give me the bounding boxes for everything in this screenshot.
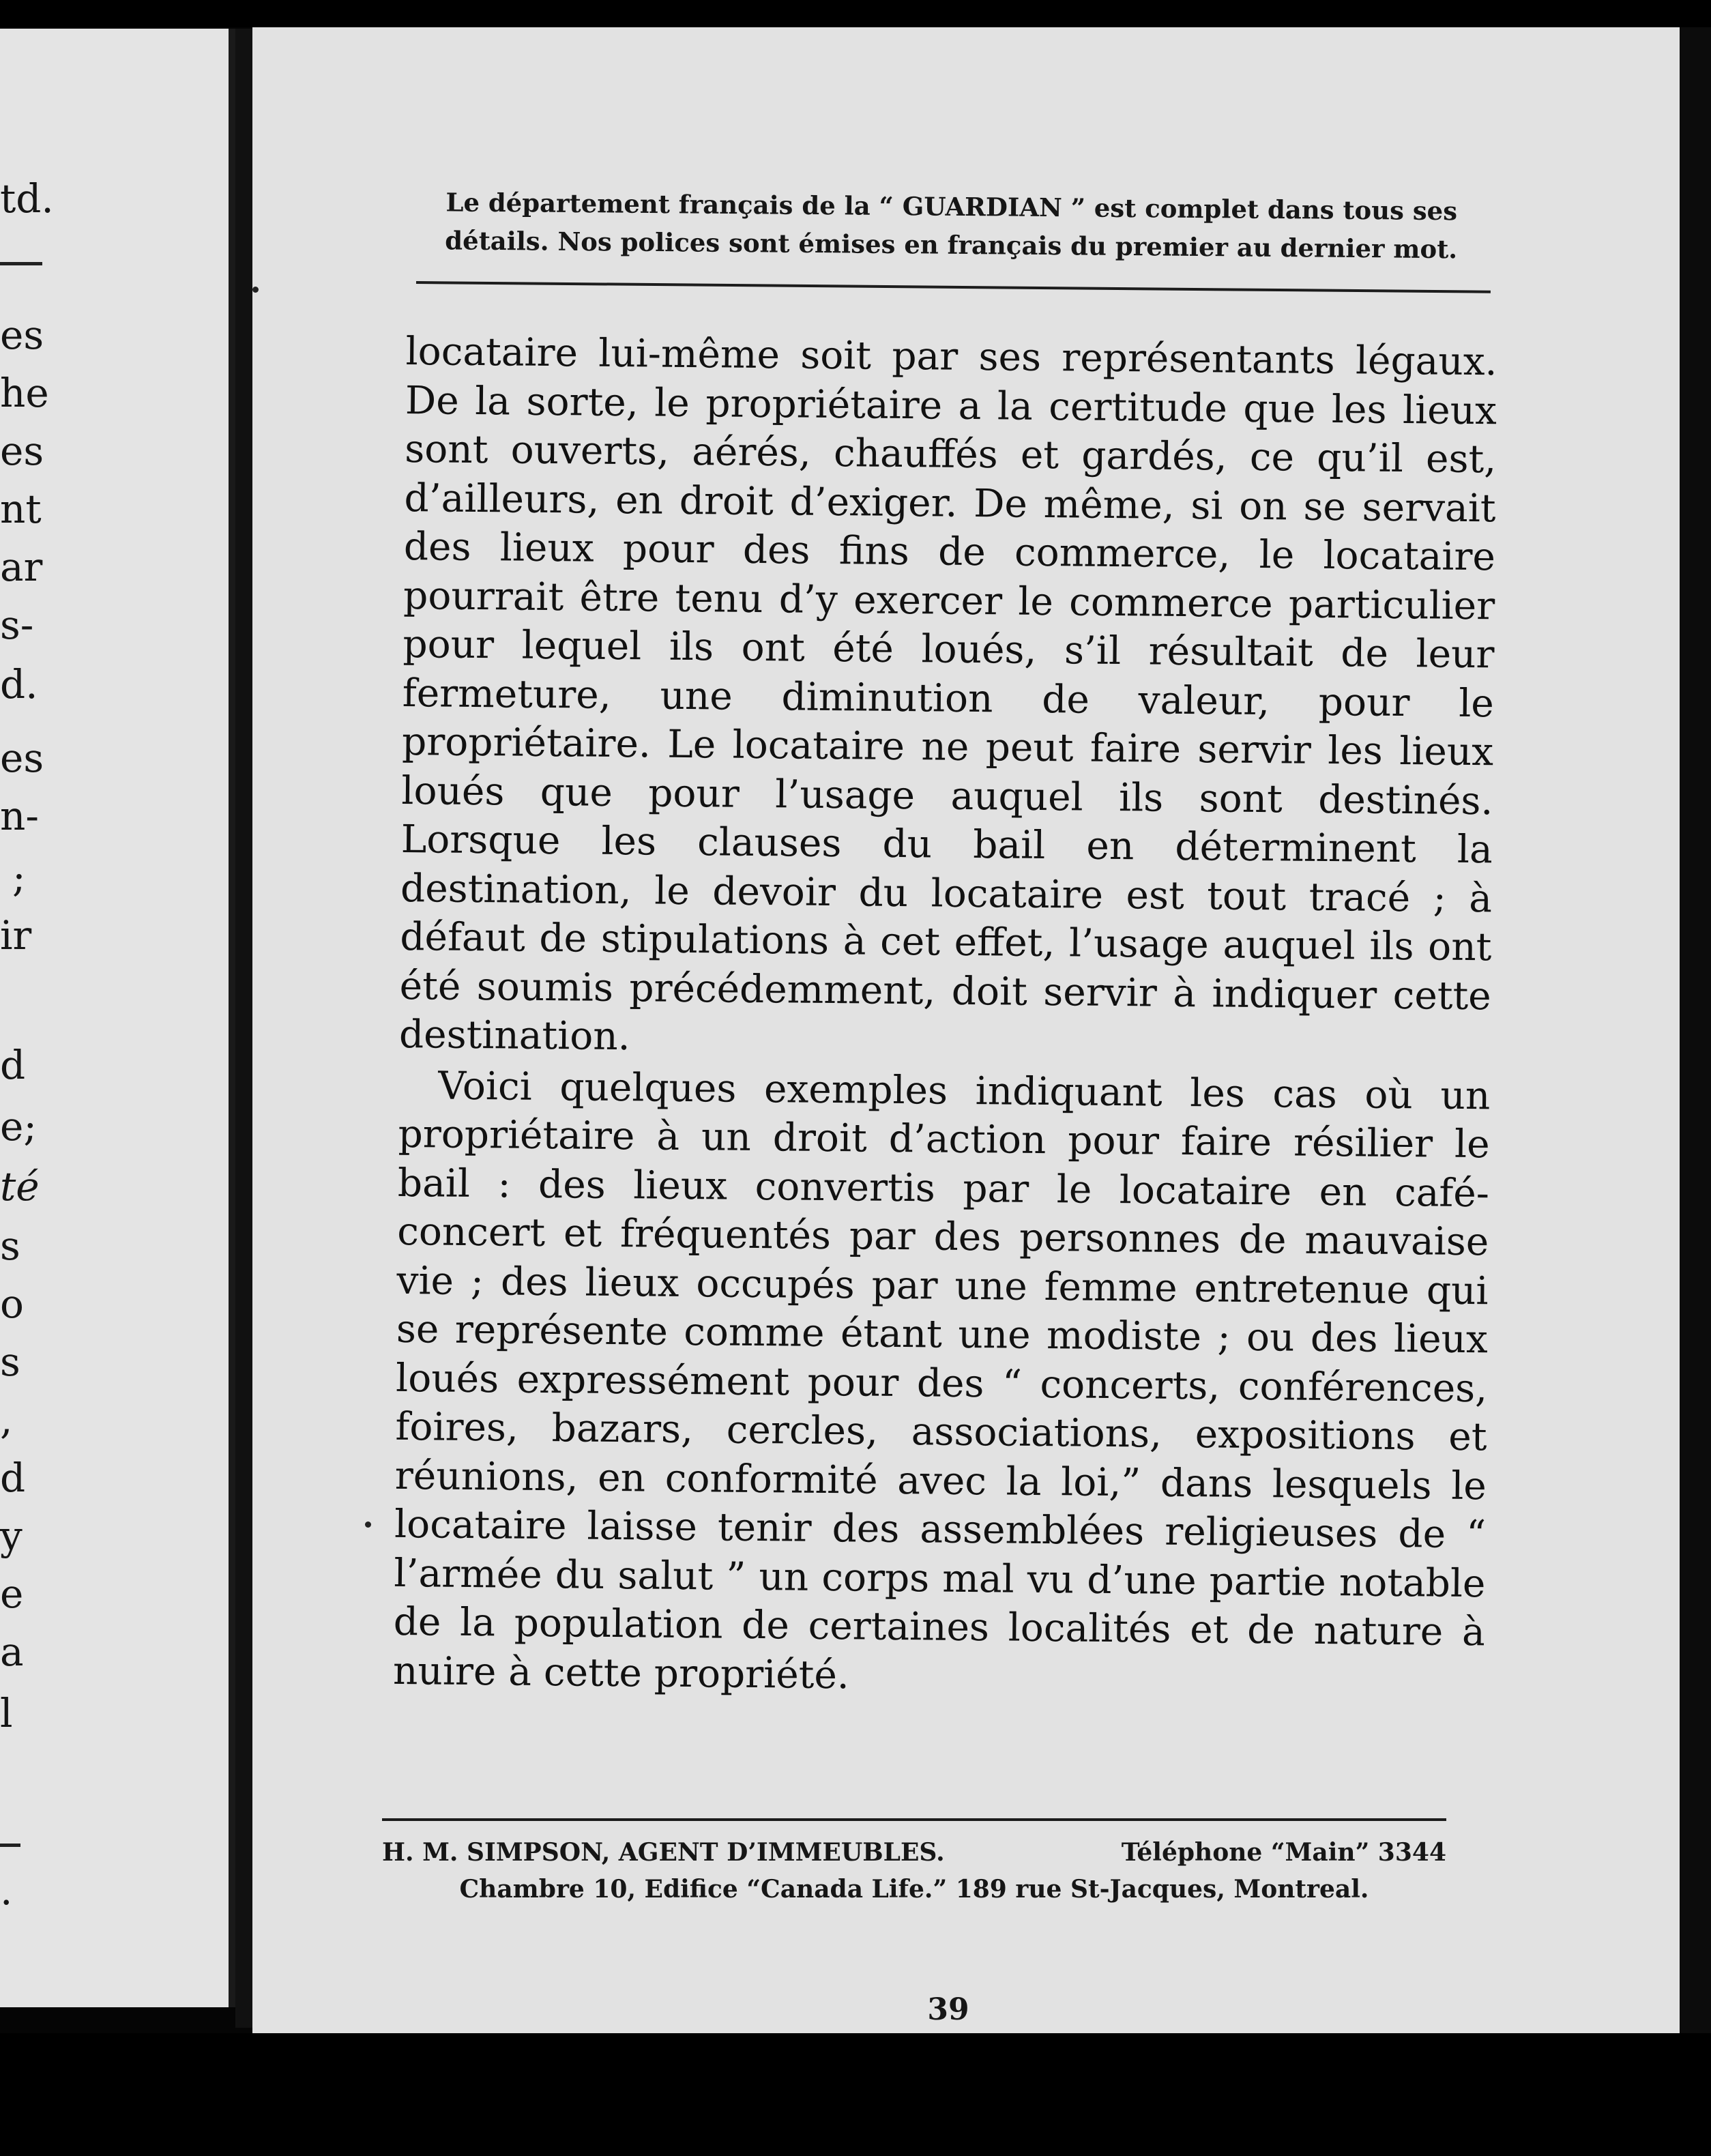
left-page-fragment: , — [0, 1397, 13, 1443]
page-number: 39 — [927, 1992, 969, 2027]
paragraph: locataire lui-même soit par ses représentants légaux. De la sorte, le propriétaire a la certitude que les lieux sont ouverts, aérés, chauffés et gardés, ce qu’il est, d’ailleurs, en droit d’exiger. De même, si on se servait des lieux pour des fins de commerce, le locataire pourrait être tenu d’y exercer le commerce particulier pour lequel ils ont été loués, s’il résultait de leur fermeture, une diminution de valeur, pour le propriétaire. Le locataire ne peut faire servir les lieux loués que pour l’usage auquel ils sont destinés. Lorsque les clauses du bail en déterminent la destination, le devoir du locataire est tout tracé ; à défaut de stipulations à cet effet, l’usage auquel ils ont été soumis précédemment, doit servir à indiquer cette destination. — [398, 329, 1497, 1060]
notice-line: Le département français de la “ GUARDIAN ” est complet dans tous ses — [445, 187, 1458, 227]
left-page-fragment: s — [0, 1223, 20, 1269]
body-text — [393, 327, 1497, 1706]
left-page-fragment: ir — [0, 912, 32, 959]
left-page-fragment: es — [0, 312, 44, 358]
left-page-fragment: s — [0, 1339, 20, 1385]
left-page-fragment: e — [0, 1571, 24, 1617]
left-page-fragment: té — [0, 1163, 40, 1210]
left-page-rule — [0, 1844, 20, 1847]
left-page-fragment: n- — [0, 793, 39, 839]
left-page-fragment: es — [0, 428, 44, 474]
left-page-fragment: nt — [0, 486, 42, 532]
left-page-fragment: e; — [0, 1103, 37, 1150]
left-page-edge — [0, 29, 235, 2007]
right-page — [252, 27, 1680, 2033]
scan-speck — [365, 1521, 371, 1528]
left-page-fragment: d — [0, 1042, 26, 1088]
left-page-fragment: ; — [12, 854, 26, 901]
left-page-fragment: s- — [0, 602, 34, 648]
page-gutter — [235, 29, 252, 2028]
left-page-rule — [0, 262, 42, 265]
left-page-fragment: es — [0, 735, 44, 781]
scan-border-top — [0, 0, 1711, 27]
left-page-fragment: ar — [0, 544, 43, 590]
notice-line: détails. Nos polices sont émises en français du premier au dernier mot. — [445, 225, 1458, 265]
left-page-fragment: y — [0, 1513, 23, 1559]
paragraph: Voici quelques exemples indiquant les cas où un propriétaire à un droit d’action pour faire résilier le bail : des lieux convertis par le locataire en café-concert et fréquentés par des personnes de mauvaise vie ; des lieux occupés par une femme entretenue qui se représente comme étant une modiste ; ou des lieux loués expressément pour des “ concerts, conférences, foires, bazars, cercles, associations, expositions et réunions, en conformité avec la loi,” dans lesquels le locataire laisse tenir des assemblées religieuses de “ l’armée du salut ” un corps mal vu d’une partie notable de la population de certaines localités et de nature à nuire à cette propriété. — [392, 1064, 1491, 1698]
telephone: Téléphone “Main” 3344 — [1121, 1838, 1446, 1867]
left-page-fragment: o — [0, 1281, 24, 1327]
footer-rule — [382, 1818, 1446, 1821]
left-page-fragment: d — [0, 1455, 26, 1501]
left-page-fragment: . — [0, 1867, 13, 1914]
left-page-fragment: td. — [0, 175, 54, 222]
scan-border-right — [1680, 27, 1711, 2033]
guardian-notice — [419, 183, 1484, 269]
left-page-fragment: l — [0, 1690, 13, 1736]
left-page-fragment: he — [0, 370, 49, 416]
left-page-fragment: d. — [0, 661, 38, 708]
left-page-fragment: a — [0, 1629, 24, 1675]
advertisement-footer — [382, 1834, 1446, 1908]
scan-border-bottom — [0, 2033, 1711, 2156]
scan-speck — [252, 287, 259, 293]
address: Chambre 10, Edifice “Canada Life.” 189 rue St-Jacques, Montreal. — [459, 1875, 1369, 1904]
agent-name: H. M. SIMPSON, AGENT D’IMMEUBLES. — [382, 1838, 945, 1867]
header-rule — [416, 281, 1491, 293]
